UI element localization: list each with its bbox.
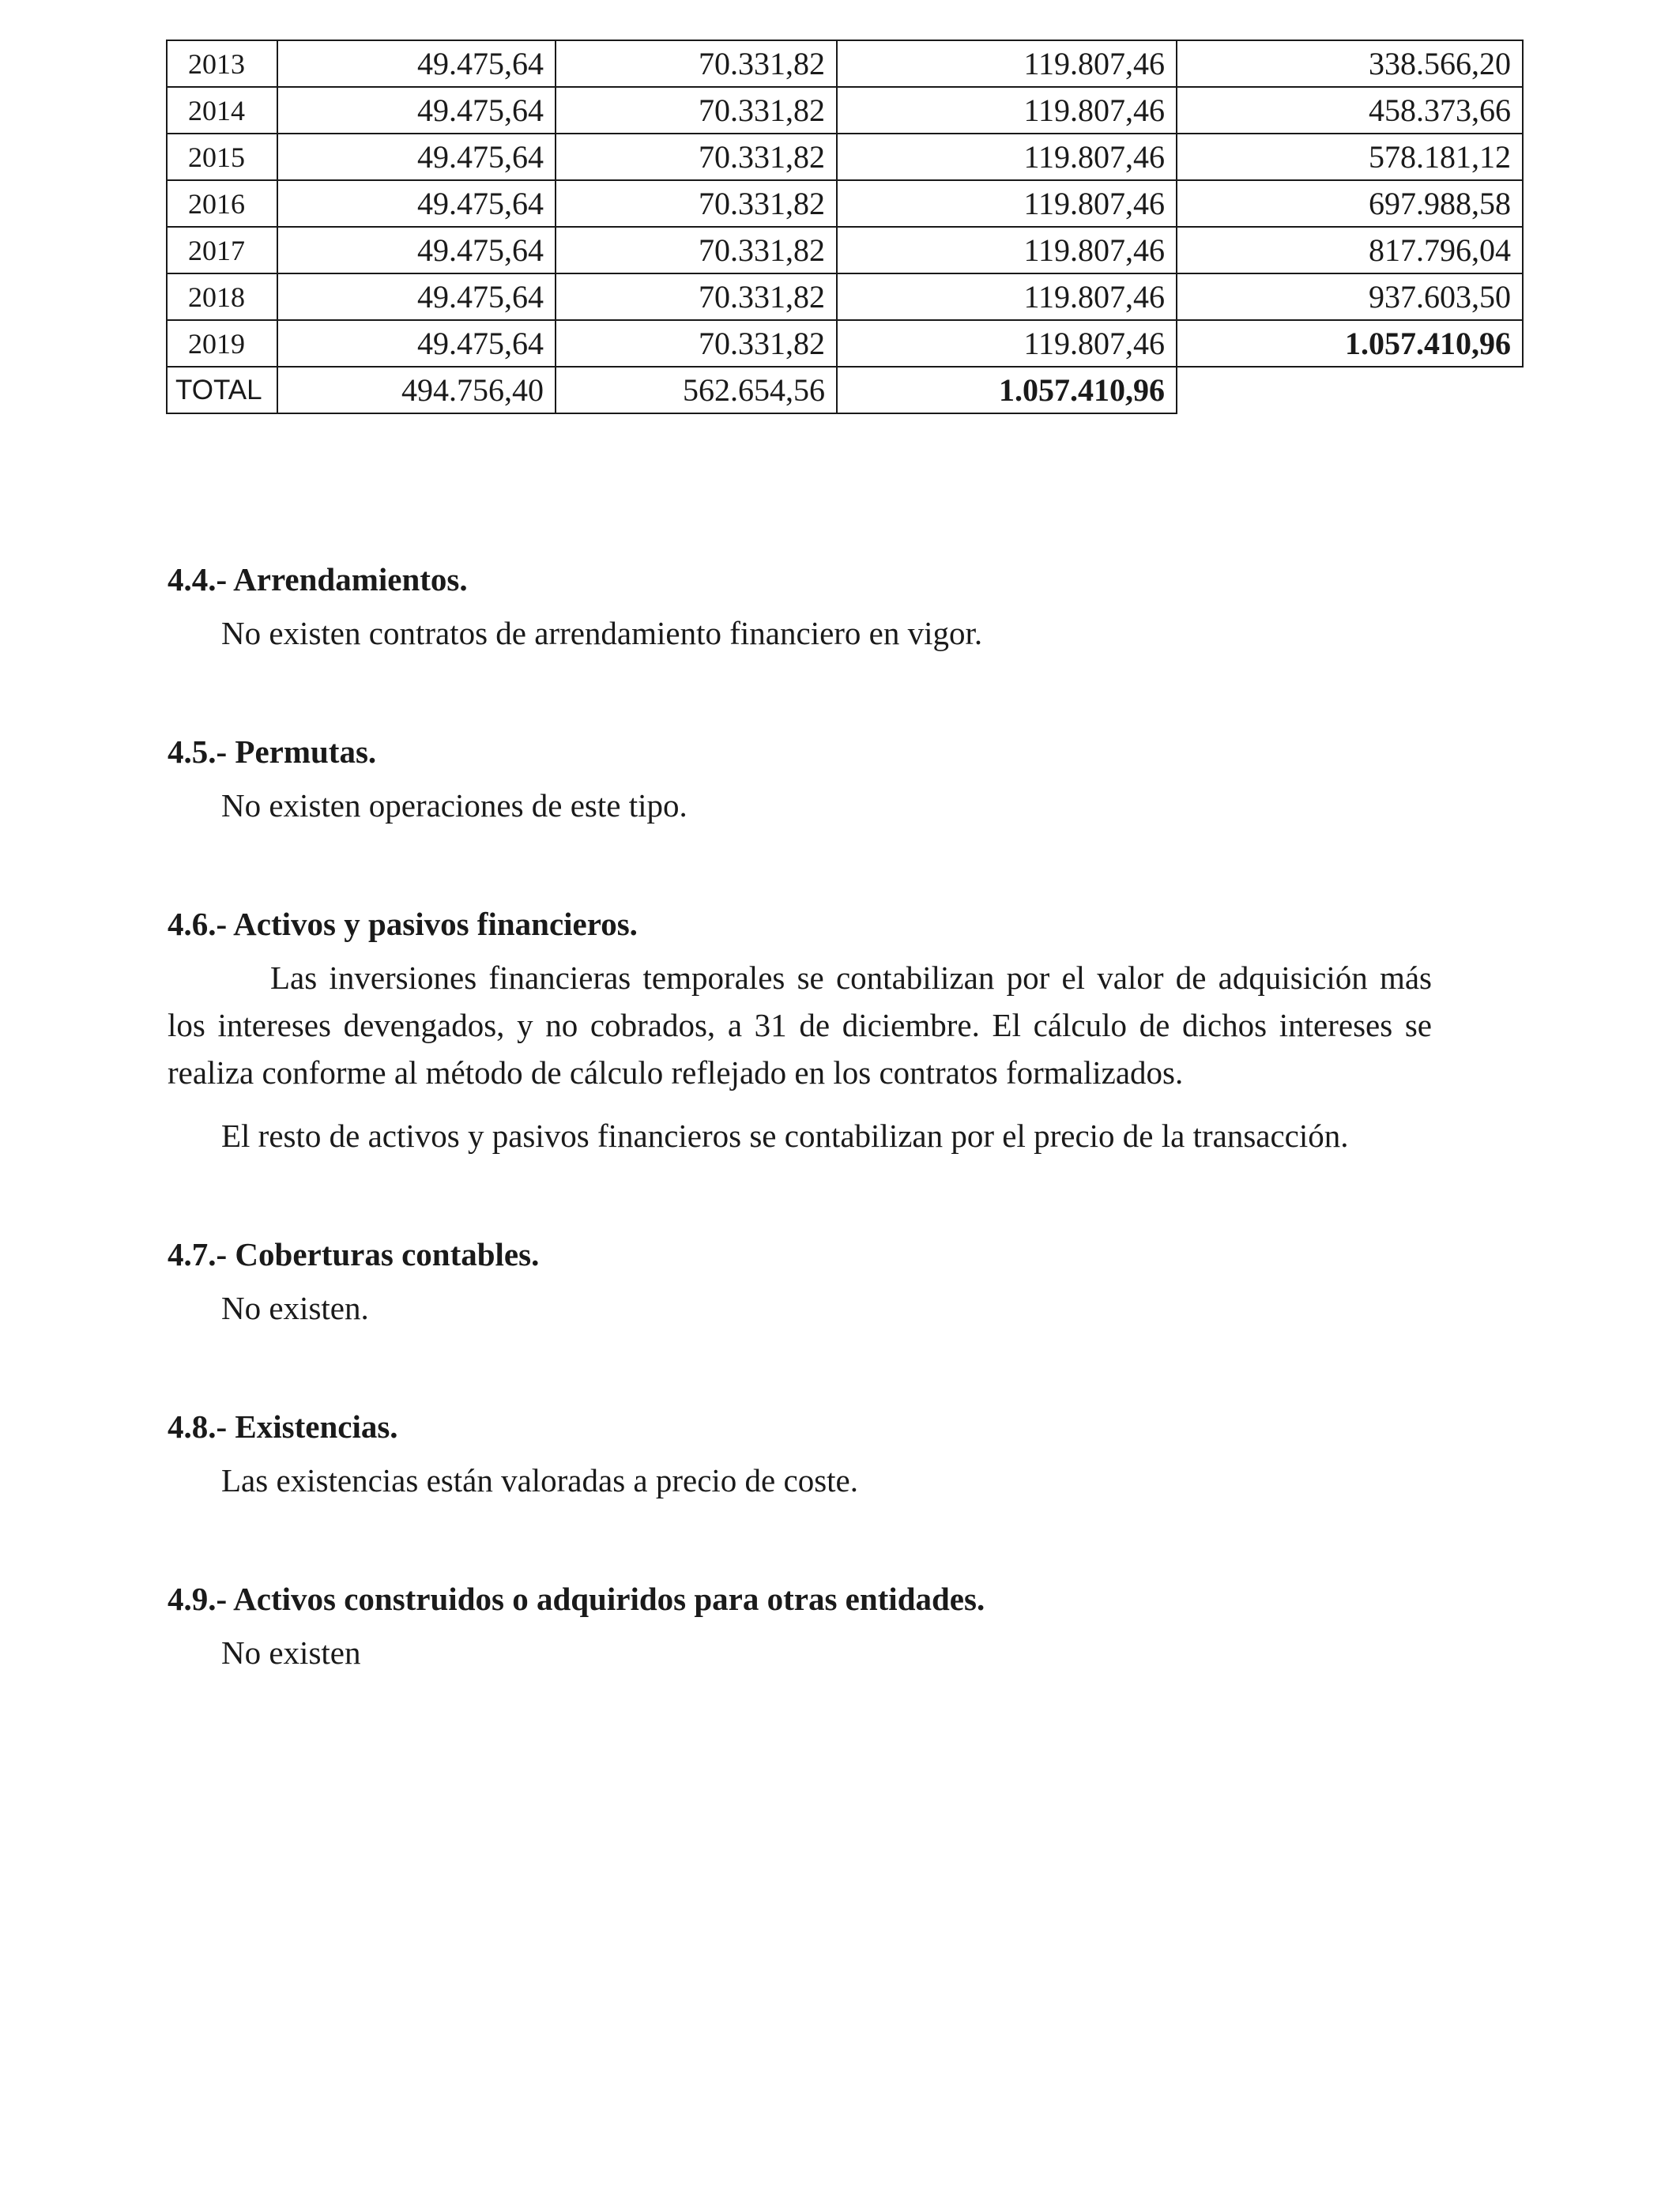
section-heading: 4.6.- Activos y pasivos financieros. xyxy=(168,906,638,942)
section-heading: 4.7.- Coberturas contables. xyxy=(168,1236,540,1272)
empty-cell xyxy=(1177,367,1523,413)
section-4-6 xyxy=(168,904,1432,1159)
document-body xyxy=(168,560,1432,1676)
value-cell: 70.331,82 xyxy=(556,320,837,367)
value-cell: 49.475,64 xyxy=(277,87,556,134)
total-label: TOTAL xyxy=(167,367,277,413)
year-cell: 2018 xyxy=(167,273,277,320)
value-cell: 70.331,82 xyxy=(556,87,837,134)
table-row xyxy=(167,180,1523,227)
cumulative-cell: 817.796,04 xyxy=(1177,227,1523,273)
year-cell: 2017 xyxy=(167,227,277,273)
cumulative-cell: 458.373,66 xyxy=(1177,87,1523,134)
table-row xyxy=(167,134,1523,180)
year-cell: 2019 xyxy=(167,320,277,367)
cumulative-cell: 937.603,50 xyxy=(1177,273,1523,320)
table-row xyxy=(167,40,1523,87)
value-cell: 119.807,46 xyxy=(837,180,1177,227)
table-row xyxy=(167,227,1523,273)
value-cell: 70.331,82 xyxy=(556,227,837,273)
section-text: No existen xyxy=(221,1634,361,1671)
total-value-cell: 494.756,40 xyxy=(277,367,556,413)
value-cell: 119.807,46 xyxy=(837,134,1177,180)
year-cell: 2015 xyxy=(167,134,277,180)
cumulative-cell: 697.988,58 xyxy=(1177,180,1523,227)
value-cell: 49.475,64 xyxy=(277,180,556,227)
year-cell: 2014 xyxy=(167,87,277,134)
value-cell: 119.807,46 xyxy=(837,40,1177,87)
section-heading: 4.5.- Permutas. xyxy=(168,733,377,770)
value-cell: 49.475,64 xyxy=(277,227,556,273)
section-paragraph: El resto de activos y pasivos financieros se contabilizan por el precio de la transacción. xyxy=(221,1118,1349,1154)
table-row xyxy=(167,320,1523,367)
value-cell: 49.475,64 xyxy=(277,273,556,320)
total-value-cell: 562.654,56 xyxy=(556,367,837,413)
value-cell: 70.331,82 xyxy=(556,40,837,87)
value-cell: 49.475,64 xyxy=(277,134,556,180)
section-heading: 4.9.- Activos construidos o adquiridos para otras entidades. xyxy=(168,1581,985,1617)
total-row xyxy=(167,367,1523,413)
section-paragraph: Las inversiones financieras temporales se contabilizan por el valor de adquisición más los intereses devengados, y no cobrados, a 31 de diciembre. El cálculo de dichos intereses se realiza conforme al método de cálculo reflejado en los contratos formalizados. xyxy=(168,959,1432,1091)
section-4-4 xyxy=(168,560,1432,657)
year-cell: 2013 xyxy=(167,40,277,87)
section-heading: 4.8.- Existencias. xyxy=(168,1408,398,1445)
table-row xyxy=(167,273,1523,320)
year-cell: 2016 xyxy=(167,180,277,227)
total-value-cell: 1.057.410,96 xyxy=(837,367,1177,413)
section-text: Las existencias están valoradas a precio de coste. xyxy=(221,1462,858,1498)
amortization-table-container xyxy=(166,40,1524,414)
section-4-8 xyxy=(168,1407,1432,1504)
section-text: No existen contratos de arrendamiento financiero en vigor. xyxy=(221,615,983,651)
value-cell: 49.475,64 xyxy=(277,320,556,367)
table-body xyxy=(167,40,1523,413)
cumulative-cell: 578.181,12 xyxy=(1177,134,1523,180)
section-4-9 xyxy=(168,1579,1432,1676)
section-text: No existen operaciones de este tipo. xyxy=(221,787,687,824)
cumulative-cell: 338.566,20 xyxy=(1177,40,1523,87)
cumulative-cell: 1.057.410,96 xyxy=(1177,320,1523,367)
table-row xyxy=(167,87,1523,134)
section-text: No existen. xyxy=(221,1290,369,1326)
value-cell: 70.331,82 xyxy=(556,273,837,320)
value-cell: 119.807,46 xyxy=(837,87,1177,134)
value-cell: 119.807,46 xyxy=(837,273,1177,320)
value-cell: 49.475,64 xyxy=(277,40,556,87)
value-cell: 119.807,46 xyxy=(837,320,1177,367)
value-cell: 70.331,82 xyxy=(556,134,837,180)
amortization-table xyxy=(166,40,1524,414)
section-heading: 4.4.- Arrendamientos. xyxy=(168,561,468,598)
section-4-7 xyxy=(168,1235,1432,1332)
section-4-5 xyxy=(168,732,1432,829)
value-cell: 70.331,82 xyxy=(556,180,837,227)
value-cell: 119.807,46 xyxy=(837,227,1177,273)
